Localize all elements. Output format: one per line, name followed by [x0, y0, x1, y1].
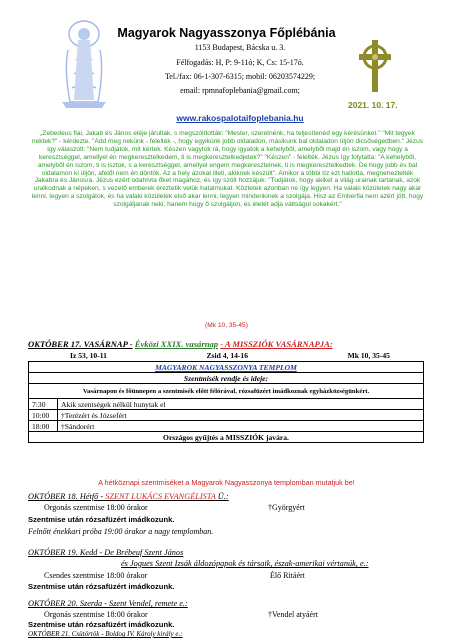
gospel-text: „Zebedeus fiai, Jakab és János eléje járultak, s megszólították: "Mester, szeretnénk, ha teljesítenéd egy kérésünket." "Mit tegyek nektek?" - kérdezte. "Add meg nekünk - felelték -, hogy egyikünk jobb oldaladon, másikunk bal oldaladon üljön dicsőségedben." Jézus így válaszolt: "Nem tudjátok, mit kértek. Készen vagytok rá, hogy igyatok a kehelyből, amelyből majd én iszom, vagy hogy a keresztséggel, amellyel én megkeresztelkedem, ti is megkeresztelkedjetek?" "Készen" - felelték. Jézus így folytatta: "A kehelyből, amelyből én iszom, ti is isztok, s a keresztséggel, amellyel engem megkeresztelnek, ti is megkeresztelkedtek. De hogy jobb és bal oldalamon ki üljön, afelől nem én döntök. Az a hely azokat illeti, akiknek készült". Amikor a többi tíz ezt hallotta, megneheztelték Jakabra és Jánosra. Jézus ezért odahívta őket magához, és így szólt hozzájuk: "Tudjátok, hogy akiket a világ urainak tartanak, azok uralkodnak a népeken, s vezető emberek éreztetik velük hatalmukat. Köztetek azonban ne így legyen. Ha valaki közületek nagy akar lenni, legyen a szolgátok, és ha valaki közületek első akar lenni, legyen mindenkinek a szolgája. Hisz az Emberfia nem azért jött, hogy szolgáljanak neki, hanem hogy ő szolgáljon, és életét adja váltságul sokakért." — [31, 130, 424, 209]
mass-line: Csendes szentmise 18:00 órakor — [44, 571, 148, 580]
reading-1: Iz 53, 10-11 — [70, 351, 107, 360]
mass-time: 10:00 — [29, 410, 58, 421]
collection-note: Országos gyűjtés a MISSZIÓK javára. — [29, 432, 424, 443]
rosary-line: Szentmise után rózsafüzért imádkozunk. — [28, 620, 175, 629]
table-row — [29, 384, 424, 399]
rosary-line: Szentmise után rózsafüzért imádkozunk. — [28, 515, 175, 524]
table-row — [29, 410, 424, 421]
mass-intention: Élő Ritáért — [270, 571, 305, 580]
sunday-liturgical-name: Évközi XXIX. vasárnap — [134, 339, 219, 349]
parish-title: Magyarok Nagyasszonya Főplébánia — [117, 26, 336, 40]
phone: Tel./fax: 06-1-307-6315; mobil: 06203574229; — [164, 72, 316, 81]
schedule-title: Szentmisék rendje és ideje: — [29, 373, 424, 384]
mass-line: Orgonás szentmise 18:00 órakor — [44, 610, 148, 619]
table-row — [29, 373, 424, 384]
mass-intention: †Györgyért — [268, 503, 305, 512]
mass-schedule-table — [28, 361, 424, 443]
sunday-date: OKTÓBER 17. VASÁRNAP - — [28, 339, 133, 349]
mass-time: 7:30 — [29, 399, 58, 410]
madonna-statue-logo — [56, 10, 112, 110]
mass-intention: Akik szentségek nélkül hunytak el — [58, 399, 424, 410]
rosary-note: Vasárnapon és főünnepen a szentmisék előtt félórával, rózsafüzért imádkoznak egyházközségünkért. — [29, 384, 424, 399]
mass-line: Orgonás szentmise 18:00 órakor — [44, 503, 148, 512]
office-hours: Félfogadás: H, P: 9-11ó; K, Cs: 15-17ó. — [176, 58, 304, 67]
choir-note: Felnőtt énekkari próba 19:00 órakor a nagy templomban. — [28, 527, 214, 536]
table-row — [29, 362, 424, 373]
weekday-thursday: OKTÓBER 21. Csütörtök - Boldog IV. Károly király e.: — [28, 630, 183, 638]
gospel-reference: (Mk 10, 35-45) — [205, 322, 248, 329]
rosary-line: Szentmise után rózsafüzért imádkozunk. — [28, 582, 175, 591]
weekday-tuesday: OKTÓBER 19. Kedd - De Brébeuf Szent János — [28, 548, 184, 557]
mass-intention: †Terézért és Józsefért — [58, 410, 424, 421]
feast-suffix: Ü.: — [217, 492, 229, 501]
mass-time: 18:00 — [29, 421, 58, 432]
mass-intention: †Vendel atyáért — [268, 610, 318, 619]
church-name: MAGYAROK NAGYASSZONYA TEMPLOM — [29, 362, 424, 373]
reading-2: Zsid 4, 14-16 — [206, 351, 249, 360]
readings — [70, 351, 390, 360]
table-row — [29, 399, 424, 410]
feast-label: SZENT LUKÁCS EVANGÉLISTA — [105, 492, 216, 501]
reading-3: Mk 10, 35-45 — [347, 351, 390, 360]
bulletin-date: 2021. 10. 17. — [348, 100, 398, 110]
celtic-cross-logo — [355, 38, 395, 94]
sunday-header — [28, 339, 333, 349]
mission-sunday-label: - A MISSZIÓK VASÁRNAPJA: — [220, 339, 333, 349]
weekday-note: A hétköznapi szentmiséket a Magyarok Nagyasszonya templomban mutatjuk be! — [98, 478, 355, 487]
weekday-monday — [28, 492, 229, 501]
weekday-label: OKTÓBER 18. Hétfő - — [28, 492, 104, 501]
address: 1153 Budapest, Bácska u. 3. — [194, 43, 286, 52]
email: email: rpmnafoplebania@gmail.com; — [180, 86, 300, 95]
website-link[interactable]: www.rakospalotaifoplebania.hu — [176, 113, 304, 123]
mass-intention: †Sándorért — [58, 421, 424, 432]
weekday-wednesday: OKTÓBER 20. Szerda - Szent Vendel, remete e.: — [28, 599, 188, 608]
table-row — [29, 432, 424, 443]
weekday-tuesday-cont: és Jogues Szent Izsák áldozópapok és társaik, észak-amerikai vértanúk, e.: — [121, 559, 369, 568]
table-row — [29, 421, 424, 432]
